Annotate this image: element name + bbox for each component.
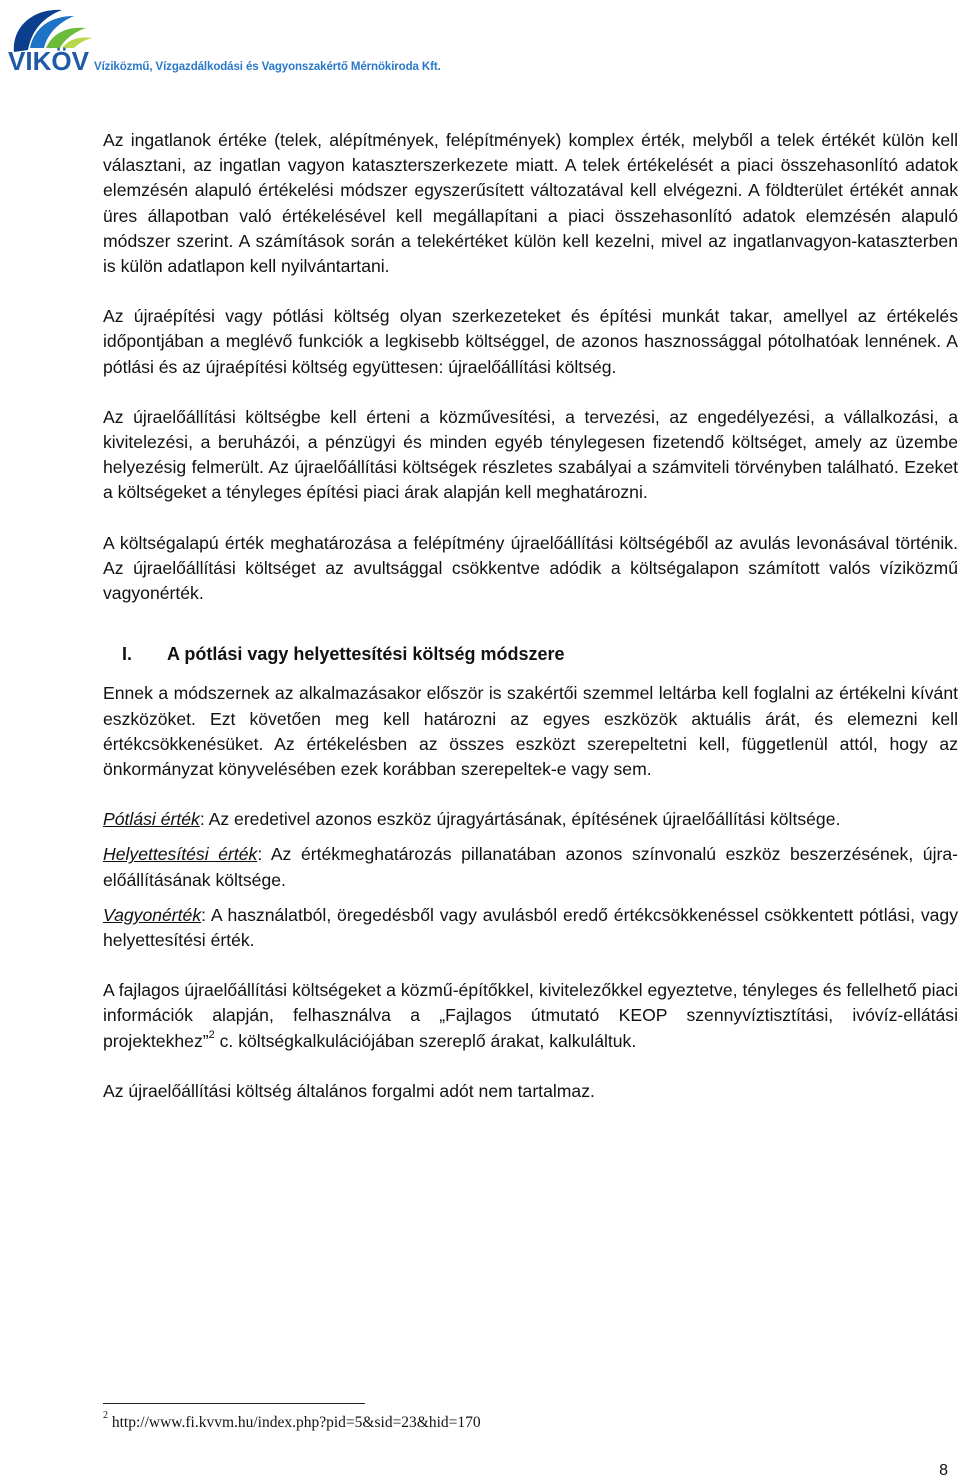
definition-replacement-value [103, 807, 958, 832]
footnote-marker: 2 [103, 1409, 108, 1421]
definition-term: Pótlási érték [103, 809, 200, 830]
footnote [103, 1409, 481, 1432]
paragraph-reproduction-cost: Az újraelőállítási költségbe kell érteni a közművesítési, a tervezési, az engedélyezési, a vállalkozási, a kivitelezési, a beruházói, a pénzügyi és minden egyéb ténylegesen fizetendő költséget, amely az üzembe helyezésig felmerült. Az újraelőállítási költségek részletes szabályai a számviteli törvényben található. Ezeket a költségeket a tényleges építési piaci árak alapján kell meghatározni. [103, 406, 958, 503]
paragraph-unit-costs-text: A fajlagos újraelőállítási költségeket a közmű-építőkkel, kivitelezőkkel egyeztetve, tényleges és fellelhető piaci információk alapján, felhasználva a „Fajlagos útmutató KEOP szennyvíztisztítási, ivóvíz-ellátási projektekhez” [103, 980, 958, 1051]
paragraph-cost-based-value: A költségalapú érték meghatározása a felépítmény újraelőállítási költségéből az avulás levonásával történik. Az újraelőállítási költséget az avultsággal csökkentve adódik a költségalapon számított valós víziközmű vagyonérték. [103, 532, 958, 604]
definition-asset-value [103, 903, 958, 953]
page-number: 8 [939, 1462, 948, 1479]
section-number: I. [122, 644, 133, 665]
definition-text: : Az értékmeghatározás pillanatában azonos színvonalú eszköz beszerzésének, újra-előállításának költsége. [103, 844, 958, 890]
definition-term: Vagyonérték [103, 904, 202, 925]
page-header [0, 0, 960, 90]
footnote-divider [103, 1403, 365, 1404]
footnote-reference[interactable]: 2 [208, 1028, 215, 1041]
paragraph-replacement-cost: Az újraépítési vagy pótlási költség olyan szerkezeteket és építési munkát takar, amellyel az értékelés időpontjában a meglévő funkciók a legkisebb költséggel, de azonos hasznossággal pótolhatóak lennének. A pótlási és az újraépítési költség együttesen: újraelőállítási költség. [103, 306, 958, 377]
definition-text: : A használatból, öregedésből vagy avulásból eredő értékcsökkenéssel csökkentett pótlási, vagy helyettesítési érték. [103, 904, 958, 951]
definition-substitution-value [103, 842, 958, 892]
paragraph-vat-note: Az újraelőállítási költség általános forgalmi adót nem tartalmaz. [103, 1080, 595, 1101]
section-heading [122, 642, 958, 667]
paragraph-land-value: Az ingatlanok értéke (telek, alépítmények, felépítmények) komplex érték, melyből a telek értékét külön kell választani, az ingatlan vagyon kataszterszerkezete miatt. A telek értékelését a piaci összehasonlító adatok elemzésén alapuló értékelési módszer egyszerűsített változatával kell elvégezni. A földterület értékét annak üres állapotban való értékelésével kell megállapítani a piaci összehasonlító adatok elemzésén alapuló módszer szerint. A számítások során a telekértéket külön kell kezelni, mivel az ingatlanvagyon-kataszterben is külön adatlapon kell nyilvántartani. [103, 130, 958, 277]
section-title: A pótlási vagy helyettesítési költség módszere [167, 644, 565, 665]
definition-text: : Az eredetivel azonos eszköz újragyártásának, építésének újraelőállítási költsége. [199, 809, 841, 830]
logo-tagline: Víziközmű, Vízgazdálkodási és Vagyonszakértő Mérnökiroda Kft. [94, 61, 441, 73]
definition-term: Helyettesítési érték [103, 844, 258, 865]
paragraph-method-intro: Ennek a módszernek az alkalmazásakor először is szakértői szemmel leltárba kell foglalni az értékelni kívánt eszközöket. Ezt követően meg kell határozni az egyes eszközök aktuális árát, és elemezni kell értékcsökkenésüket. Az értékelésben az összes eszközt szerepeltetni kell, függetlenül attól, hogy az önkormányzat könyvelésében ezek korábban szerepeltek-e vagy sem. [103, 683, 958, 780]
footnote-link[interactable]: http://www.fi.kvvm.hu/index.php?pid=5&sid=23&hid=170 [108, 1414, 481, 1431]
document-body [103, 128, 958, 1129]
paragraph-unit-costs [103, 978, 958, 1054]
logo-wordmark: VIKÖV [8, 46, 89, 76]
paragraph-unit-costs-tail: c. költségkalkulációjában szereplő árakat, kalkuláltuk. [214, 1030, 637, 1051]
